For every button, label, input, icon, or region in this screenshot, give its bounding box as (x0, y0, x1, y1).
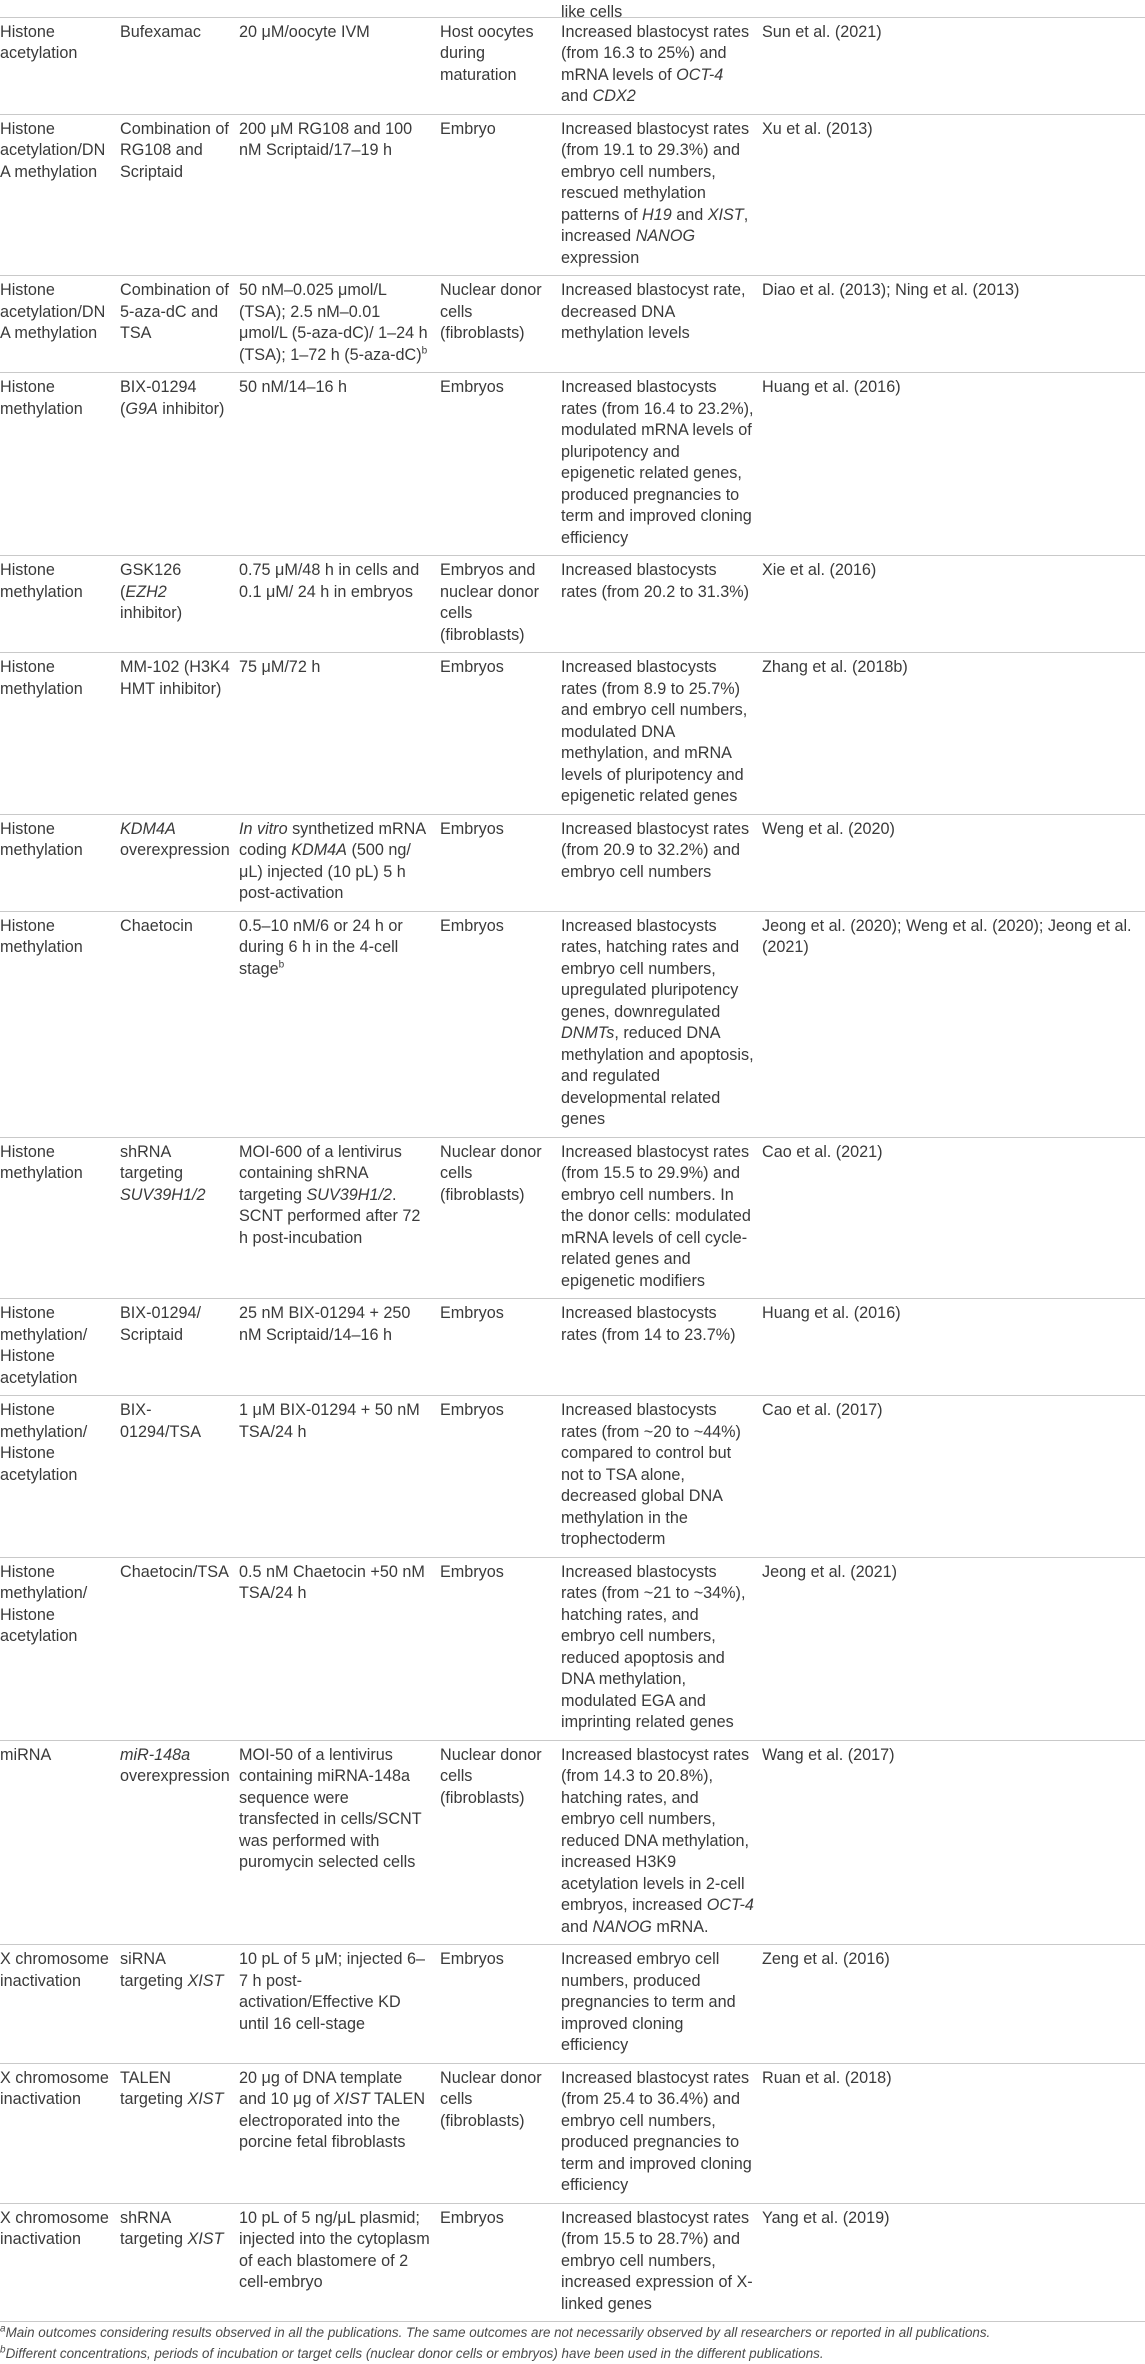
dose-cell: 20 μM/oocyte IVM (239, 17, 440, 114)
dose-cell (239, 0, 440, 17)
target-cell: Embryos (440, 814, 561, 911)
modification-cell: X chromosome inactivation (0, 1945, 120, 2064)
modification-cell: Histone methylation (0, 556, 120, 653)
modification-cell: X chromosome inactivation (0, 2063, 120, 2203)
treatment-cell: Combination of 5-aza-dC and TSA (120, 276, 239, 373)
table-row (0, 2203, 1145, 2322)
reference-cell: Ruan et al. (2018) (762, 2063, 1145, 2203)
target-cell: Nuclear donor cells (fibroblasts) (440, 2063, 561, 2203)
modification-cell: Histone methylation/ Histone acetylation (0, 1557, 120, 1740)
treatment-cell: Chaetocin (120, 911, 239, 1137)
target-cell: Embryos (440, 911, 561, 1137)
dose-cell: 0.5 nM Chaetocin +50 nM TSA/24 h (239, 1557, 440, 1740)
reference-cell: Huang et al. (2016) (762, 1299, 1145, 1396)
reference-cell: Jeong et al. (2020); Weng et al. (2020); Jeong et al. (2021) (762, 911, 1145, 1137)
treatment-cell: Bufexamac (120, 17, 239, 114)
dose-cell: 75 μM/72 h (239, 653, 440, 815)
modification-cell: Histone acetylation/DNA methylation (0, 114, 120, 276)
table-row (0, 814, 1145, 911)
outcome-cell: Increased embryo cell numbers, produced pregnancies to term and improved cloning efficiency (561, 1945, 762, 2064)
reference-cell (762, 0, 1145, 17)
outcome-cell: Increased blastocysts rates, hatching rates and embryo cell numbers, upregulated pluripotency genes, downregulated DNMTs, reduced DNA methylation and apoptosis, and regulated developmental related genes (561, 911, 762, 1137)
modification-cell: Histone methylation/ Histone acetylation (0, 1396, 120, 1558)
treatment-cell: BIX-01294/ Scriptaid (120, 1299, 239, 1396)
modification-cell: Histone methylation (0, 814, 120, 911)
reference-cell: Diao et al. (2013); Ning et al. (2013) (762, 276, 1145, 373)
treatment-cell: BIX-01294/TSA (120, 1396, 239, 1558)
dose-cell: 25 nM BIX-01294 + 250 nM Scriptaid/14–16 h (239, 1299, 440, 1396)
treatment-cell: shRNA targeting SUV39H1/2 (120, 1137, 239, 1299)
reference-cell: Cao et al. (2021) (762, 1137, 1145, 1299)
dose-cell: In vitro synthetized mRNA coding KDM4A (500 ng/μL) injected (10 pL) 5 h post-activation (239, 814, 440, 911)
table-row-fragment (0, 0, 1145, 17)
table-row (0, 114, 1145, 276)
treatment-cell: miR-148a overexpression (120, 1740, 239, 1945)
outcome-cell: Increased blastocysts rates (from 8.9 to 25.7%) and embryo cell numbers, modulated DNA methylation, and mRNA levels of pluripotency and epigenetic related genes (561, 653, 762, 815)
table-row (0, 1299, 1145, 1396)
table-row (0, 1945, 1145, 2064)
target-cell: Embryos (440, 1396, 561, 1558)
treatment-cell (120, 0, 239, 17)
target-cell: Embryos (440, 1945, 561, 2064)
dose-cell: MOI-50 of a lentivirus containing miRNA-148a sequence were transfected in cells/SCNT was performed with puromycin selected cells (239, 1740, 440, 1945)
reference-cell: Xie et al. (2016) (762, 556, 1145, 653)
outcome-cell: Increased blastocyst rates (from 15.5 to 28.7%) and embryo cell numbers, increased expression of X-linked genes (561, 2203, 762, 2322)
table-row (0, 276, 1145, 373)
modification-cell: X chromosome inactivation (0, 2203, 120, 2322)
target-cell: Embryos and nuclear donor cells (fibroblasts) (440, 556, 561, 653)
reference-cell: Zhang et al. (2018b) (762, 653, 1145, 815)
dose-cell: 200 μM RG108 and 100 nM Scriptaid/17–19 h (239, 114, 440, 276)
modification-cell: Histone acetylation (0, 17, 120, 114)
dose-cell: 10 pL of 5 ng/μL plasmid; injected into the cytoplasm of each blastomere of 2 cell-embryo (239, 2203, 440, 2322)
modification-cell: Histone methylation (0, 911, 120, 1137)
treatment-cell: Chaetocin/TSA (120, 1557, 239, 1740)
target-cell: Host oocytes during maturation (440, 17, 561, 114)
target-cell: Nuclear donor cells (fibroblasts) (440, 1740, 561, 1945)
reference-cell: Yang et al. (2019) (762, 2203, 1145, 2322)
outcome-cell: Increased blastocysts rates (from 16.4 to 23.2%), modulated mRNA levels of pluripotency and epigenetic related genes, produced pregnancies to term and improved cloning efficiency (561, 373, 762, 556)
reference-cell: Cao et al. (2017) (762, 1396, 1145, 1558)
outcome-cell: Increased blastocysts rates (from ~20 to ~44%) compared to control but not to TSA alone, decreased global DNA methylation in the trophectoderm (561, 1396, 762, 1558)
modification-cell (0, 0, 120, 17)
treatment-cell: BIX-01294 (G9A inhibitor) (120, 373, 239, 556)
footnote: $^a$Main outcomes considering results observed in all the publications. The same outcomes are not necessarily observed by all researchers or reported in all publications. (0, 2323, 991, 2340)
dose-cell: 20 μg of DNA template and 10 μg of XIST TALEN electroporated into the porcine fetal fibroblasts (239, 2063, 440, 2203)
table-row (0, 2063, 1145, 2203)
reference-cell: Zeng et al. (2016) (762, 1945, 1145, 2064)
modification-cell: Histone methylation (0, 653, 120, 815)
outcome-cell: Increased blastocyst rates (from 16.3 to 25%) and mRNA levels of OCT-4 and CDX2 (561, 17, 762, 114)
dose-cell: 50 nM–0.025 μmol/L (TSA); 2.5 nM–0.01 μmol/L (5-aza-dC)/ 1–24 h (TSA); 1–72 h $(5-aza-dC)^b$ (239, 276, 440, 373)
table-row (0, 556, 1145, 653)
target-cell: Embryos (440, 373, 561, 556)
treatment-cell: MM-102 (H3K4 HMT inhibitor) (120, 653, 239, 815)
table-row (0, 653, 1145, 815)
table-row (0, 1137, 1145, 1299)
outcome-cell: Increased blastocyst rates (from 25.4 to 36.4%) and embryo cell numbers, produced pregnancies to term and improved cloning efficiency (561, 2063, 762, 2203)
reference-cell: Weng et al. (2020) (762, 814, 1145, 911)
table-row (0, 911, 1145, 1137)
reference-cell: Jeong et al. (2021) (762, 1557, 1145, 1740)
target-cell: Embryos (440, 1299, 561, 1396)
outcome-cell: Increased blastocyst rates (from 20.9 to 32.2%) and embryo cell numbers (561, 814, 762, 911)
treatment-cell: Combination of RG108 and Scriptaid (120, 114, 239, 276)
outcome-cell: Increased blastocysts rates (from 14 to 23.7%) (561, 1299, 762, 1396)
reference-cell: Sun et al. (2021) (762, 17, 1145, 114)
modification-cell: Histone methylation (0, 373, 120, 556)
reference-cell: Wang et al. (2017) (762, 1740, 1145, 1945)
modification-cell: miRNA (0, 1740, 120, 1945)
dose-cell: 0.75 μM/48 h in cells and 0.1 μM/ 24 h in embryos (239, 556, 440, 653)
treatment-cell: KDM4A overexpression (120, 814, 239, 911)
outcome-cell: Increased blastocysts rates (from 20.2 to 31.3%) (561, 556, 762, 653)
table-row (0, 1396, 1145, 1558)
dose-cell: 1 μM BIX-01294 + 50 nM TSA/24 h (239, 1396, 440, 1558)
dose-cell: 50 nM/14–16 h (239, 373, 440, 556)
outcome-cell: Increased blastocyst rate, decreased DNA methylation levels (561, 276, 762, 373)
outcome-cell: Increased blastocyst rates (from 15.5 to 29.9%) and embryo cell numbers. In the donor cells: modulated mRNA levels of cell cycle-related genes and epigenetic modifiers (561, 1137, 762, 1299)
reference-cell: Xu et al. (2013) (762, 114, 1145, 276)
outcome-cell: Increased blastocyst rates (from 19.1 to 29.3%) and embryo cell numbers, rescued methylation patterns of H19 and XIST, increased NANOG expression (561, 114, 762, 276)
reference-cell: Huang et al. (2016) (762, 373, 1145, 556)
target-cell (440, 0, 561, 17)
table-footnotes (0, 2322, 1145, 2364)
target-cell: Embryos (440, 1557, 561, 1740)
target-cell: Nuclear donor cells (fibroblasts) (440, 1137, 561, 1299)
modification-cell: Histone methylation (0, 1137, 120, 1299)
dose-cell: MOI-600 of a lentivirus containing shRNA targeting SUV39H1/2. SCNT performed after 72 h post-incubation (239, 1137, 440, 1299)
modification-cell: Histone methylation/ Histone acetylation (0, 1299, 120, 1396)
outcome-cell: Increased blastocysts rates (from ~21 to ~34%), hatching rates, and embryo cell numbers, reduced apoptosis and DNA methylation, modulated EGA and imprinting related genes (561, 1557, 762, 1740)
treatment-cell: TALEN targeting XIST (120, 2063, 239, 2203)
outcome-cell: like cells (561, 0, 762, 17)
target-cell: Embryo (440, 114, 561, 276)
target-cell: Nuclear donor cells (fibroblasts) (440, 276, 561, 373)
target-cell: Embryos (440, 2203, 561, 2322)
treatment-cell: GSK126 (EZH2 inhibitor) (120, 556, 239, 653)
table-row (0, 17, 1145, 114)
table-row (0, 373, 1145, 556)
target-cell: Embryos (440, 653, 561, 815)
treatment-cell: siRNA targeting XIST (120, 1945, 239, 2064)
dose-cell: 0.5–10 nM/6 or 24 h or during 6 h in the 4-cell stage$^b$ (239, 911, 440, 1137)
table-row (0, 1557, 1145, 1740)
table-row (0, 1740, 1145, 1945)
footnote: $^b$Different concentrations, periods of incubation or target cells (nuclear donor cells or embryos) have been used in the different publications. (0, 2344, 824, 2361)
dose-cell: 10 pL of 5 μM; injected 6–7 h post-activation/Effective KD until 16 cell-stage (239, 1945, 440, 2064)
treatment-cell: shRNA targeting XIST (120, 2203, 239, 2322)
modification-cell: Histone acetylation/DNA methylation (0, 276, 120, 373)
outcome-cell: Increased blastocyst rates (from 14.3 to 20.8%), hatching rates, and embryo cell numbers, reduced DNA methylation, increased H3K9 acetylation levels in 2-cell embryos, increased OCT-4 and NANOG mRNA. (561, 1740, 762, 1945)
